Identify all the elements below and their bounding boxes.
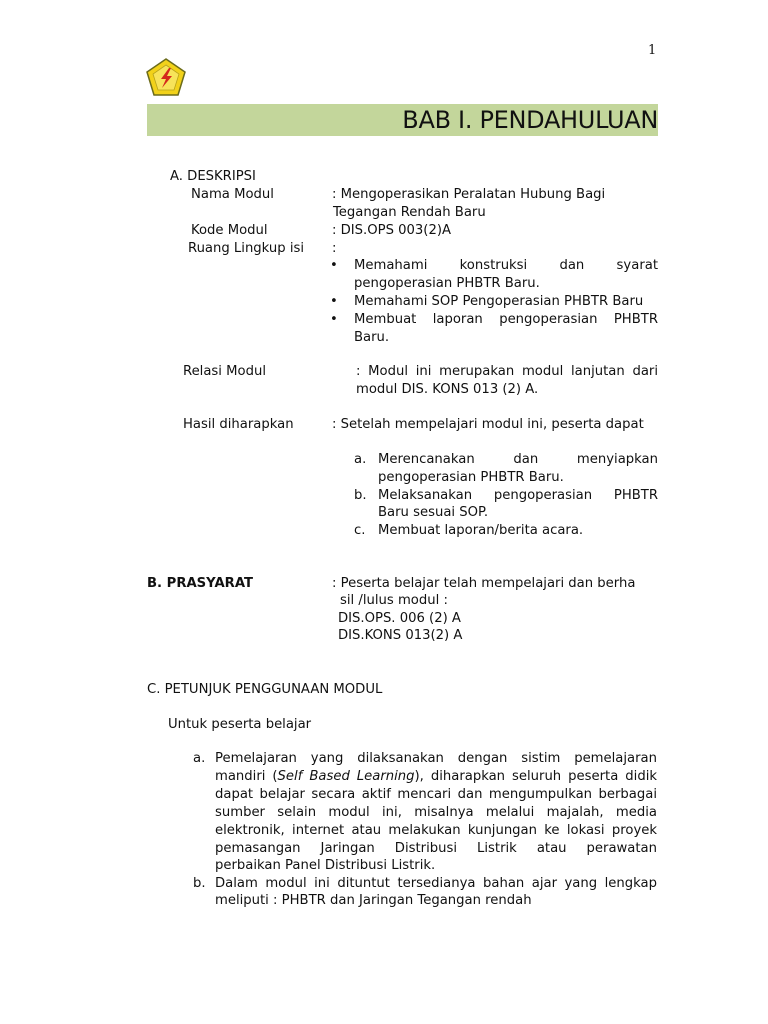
page-number: 1	[648, 43, 657, 58]
petunjuk-a-line-6: pemasangan Jaringan Distribusi Listrik atau perawatan	[215, 841, 657, 856]
nama-modul-label: Nama Modul	[191, 187, 274, 202]
relasi-modul-value-cont: modul DIS. KONS 013 (2) A.	[356, 382, 539, 397]
petunjuk-a-line-5: elektronik, internet atau melakukan kunjungan ke lokasi proyek	[215, 823, 657, 838]
hasil-diharapkan-label: Hasil diharapkan	[183, 417, 294, 432]
pln-logo-icon	[145, 57, 187, 97]
petunjuk-b-line-1: Dalam modul ini dituntut tersedianya bahan ajar yang lengkap	[215, 876, 657, 891]
prasyarat-module-1: DIS.OPS. 006 (2) A	[338, 611, 461, 626]
relasi-modul-label: Relasi Modul	[183, 364, 266, 379]
petunjuk-a-line-1: Pemelajaran yang dilaksanakan dengan sistim pemelajaran	[215, 751, 657, 766]
petunjuk-b-line-2: meliputi : PHBTR dan Jaringan Tegangan rendah	[215, 893, 532, 908]
petunjuk-a-marker: a.	[193, 751, 206, 766]
petunjuk-a-line-4: sumber selain modul ini, misalnya melalui majalah, media	[215, 805, 657, 820]
chapter-header	[147, 104, 658, 136]
ruang-bullet-3: • Membuat laporan pengoperasian PHBTR	[354, 311, 658, 329]
ruang-bullet-1-cont: pengoperasian PHBTR Baru.	[354, 276, 540, 291]
section-a-heading: A. DESKRIPSI	[170, 169, 256, 184]
ruang-bullet-3-cont: Baru.	[354, 330, 390, 345]
kode-modul-value: : DIS.OPS 003(2)A	[332, 223, 452, 238]
petunjuk-a-line-2-pre: mandiri (	[215, 769, 278, 784]
hasil-b-marker: b.	[354, 488, 367, 503]
hasil-a-marker: a.	[354, 452, 367, 467]
section-b-heading: B. PRASYARAT	[147, 576, 254, 591]
ruang-lingkup-colon: :	[332, 241, 337, 256]
ruang-bullet-2: • Memahami SOP Pengoperasian PHBTR Baru	[354, 293, 643, 311]
nama-modul-value-cont: Tegangan Rendah Baru	[333, 205, 486, 220]
section-c-intro: Untuk peserta belajar	[168, 717, 312, 732]
relasi-modul-value: : Modul ini merupakan modul lanjutan dari	[356, 364, 658, 379]
hasil-a-line-1: Merencanakan dan menyiapkan	[378, 452, 658, 467]
hasil-b-line-1: Melaksanakan pengoperasian PHBTR	[378, 488, 658, 503]
petunjuk-b-marker: b.	[193, 876, 206, 891]
petunjuk-a-line-2	[215, 768, 657, 786]
ruang-bullet-1: • Memahami konstruksi dan syarat	[354, 257, 658, 275]
petunjuk-a-line-3: dapat belajar secara aktif mencari dan mengumpulkan berbagai	[215, 787, 657, 802]
prasyarat-value-cont: sil /lulus modul :	[340, 593, 448, 608]
ruang-lingkup-label: Ruang Lingkup isi	[188, 241, 305, 256]
petunjuk-a-line-7: perbaikan Panel Distribusi Listrik.	[215, 858, 436, 873]
hasil-b-line-2: Baru sesuai SOP.	[378, 505, 489, 520]
prasyarat-module-2: DIS.KONS 013(2) A	[338, 628, 463, 643]
prasyarat-value: : Peserta belajar telah mempelajari dan berha	[332, 576, 636, 591]
hasil-diharapkan-value: : Setelah mempelajari modul ini, peserta dapat	[332, 417, 644, 432]
petunjuk-a-line-2-post: ), diharapkan seluruh peserta didik	[414, 769, 657, 784]
hasil-c-line-1: Membuat laporan/berita acara.	[378, 523, 584, 538]
hasil-a-line-2: pengoperasian PHBTR Baru.	[378, 470, 564, 485]
hasil-c-marker: c.	[354, 523, 366, 538]
nama-modul-value: : Mengoperasikan Peralatan Hubung Bagi	[332, 187, 606, 202]
section-c-heading: C. PETUNJUK PENGGUNAAN MODUL	[147, 682, 383, 697]
petunjuk-a-line-2-italic: Self Based Learning	[277, 769, 415, 784]
kode-modul-label: Kode Modul	[191, 223, 268, 238]
chapter-title: BAB I. PENDAHULUAN	[402, 106, 658, 134]
